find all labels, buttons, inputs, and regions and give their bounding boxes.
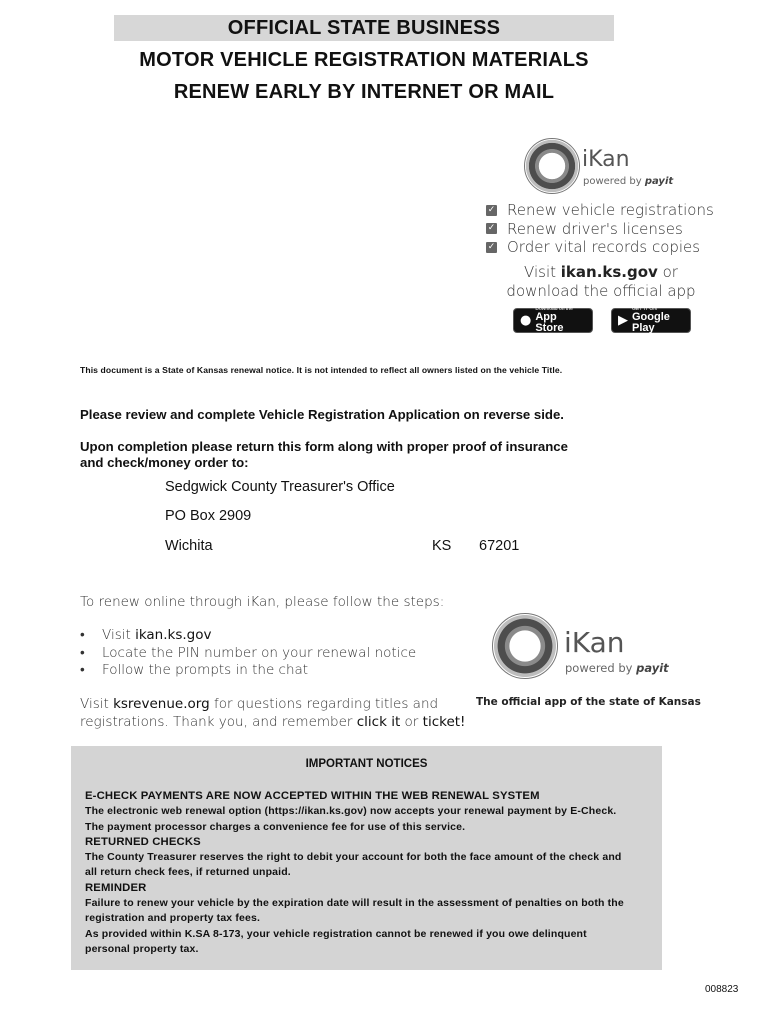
return-instruction-line-2: and check/money order to: — [80, 455, 249, 470]
ikan-logo-text: iKan — [564, 626, 625, 659]
address-office: Sedgwick County Treasurer's Office — [165, 479, 395, 495]
bullet-icon: • — [80, 627, 85, 643]
feature-label: Order vital records copies — [507, 238, 701, 257]
reminder-line-2: registration and property tax fees. — [85, 912, 261, 925]
ikan-logo-text: iKan — [582, 147, 630, 172]
review-instruction: Please review and complete Vehicle Registration Application on reverse side. — [80, 407, 564, 422]
returned-line-1: The County Treasurer reserves the right to debit your account for both the face amount of the check and — [85, 851, 622, 864]
feature-label: Renew vehicle registrations — [507, 201, 714, 220]
visit-suffix: or — [662, 263, 678, 281]
official-app-caption: The official app of the state of Kansas — [476, 696, 701, 708]
returned-checks-heading: RETURNED CHECKS — [85, 835, 201, 848]
return-instruction-line-1: Upon completion please return this form along with proper proof of insurance — [80, 439, 568, 454]
app-store-button[interactable] — [513, 308, 593, 333]
returned-line-2: all return check fees, if returned unpaid. — [85, 866, 291, 879]
echeck-heading: E-CHECK PAYMENTS ARE NOW ACCEPTED WITHIN THE WEB RENEWAL SYSTEM — [85, 790, 540, 802]
apple-icon: ● — [520, 313, 532, 328]
checkmark-icon: ✓ — [487, 223, 496, 234]
list-item — [80, 645, 416, 663]
header-line-2: MOTOR VEHICLE REGISTRATION MATERIALS — [139, 49, 589, 71]
feature-item — [486, 201, 714, 220]
list-item — [80, 662, 416, 680]
disclaimer-text: This document is a State of Kansas renewal notice. It is not intended to reflect all owners listed on the vehicle Title. — [80, 365, 563, 375]
ksrevenue-text — [80, 696, 465, 731]
visit-rest: for questions regarding titles and — [213, 696, 439, 712]
or-text: or — [404, 713, 419, 730]
online-steps — [80, 627, 416, 680]
address-state: KS — [432, 538, 452, 554]
bullet-icon: • — [80, 644, 85, 661]
payit-logo-text: payit — [636, 661, 669, 675]
reminder-line-4: personal property tax. — [85, 942, 199, 955]
feature-item — [486, 238, 714, 257]
checkmark-icon: ✓ — [487, 241, 496, 252]
feature-item — [486, 220, 714, 239]
visit-ikan-text — [490, 263, 712, 301]
feature-list — [486, 201, 714, 257]
echeck-line-2: The payment processor charges a convenience fee for use of this service. — [85, 820, 466, 833]
powered-by-label: powered by — [583, 176, 642, 187]
return-instruction — [80, 439, 568, 471]
bullet-icon: • — [80, 662, 85, 678]
powered-by-label: powered by — [565, 661, 633, 675]
address-po-box: PO Box 2909 — [165, 508, 252, 524]
list-item — [80, 627, 416, 645]
google-play-small: GET IT ON — [632, 306, 657, 312]
visit-prefix: Visit — [80, 696, 109, 712]
visit-line-2: download the official app — [506, 282, 696, 300]
kansas-seal-icon — [492, 613, 558, 679]
ikan-site-link[interactable]: ikan.ks.gov — [560, 263, 658, 281]
app-store-label: App Store — [535, 311, 564, 334]
reminder-line-3: As provided within K.SA 8-173, your vehicle registration cannot be renewed if you owe delinquent — [85, 927, 587, 940]
ksrevenue-link[interactable]: ksrevenue.org — [113, 696, 210, 712]
step-1-prefix: Visit — [102, 627, 131, 643]
reminder-line-1: Failure to renew your vehicle by the expiration date will result in the assessment of penalties on both the — [85, 897, 624, 910]
online-intro: To renew online through iKan, please follow the steps: — [80, 594, 445, 610]
reminder-heading: REMINDER — [85, 881, 147, 894]
kansas-seal-icon — [524, 138, 580, 194]
app-store-small: Download on the — [535, 306, 573, 312]
powered-by-payit — [565, 661, 669, 675]
line-2-prefix: registrations. Thank you, and remember — [80, 713, 353, 730]
step-2: Locate the PIN number on your renewal notice — [102, 644, 417, 661]
google-play-label: Google Play — [632, 311, 670, 334]
click-it-text: click it — [356, 713, 401, 730]
header-line-3: RENEW EARLY BY INTERNET OR MAIL — [173, 81, 555, 103]
google-play-button[interactable] — [611, 308, 691, 333]
notices-title: IMPORTANT NOTICES — [305, 758, 428, 770]
google-play-icon: ▶ — [618, 313, 628, 328]
address-zip: 67201 — [479, 538, 520, 554]
visit-prefix: Visit — [524, 263, 556, 281]
ikan-site-link[interactable]: ikan.ks.gov — [135, 627, 212, 643]
step-3: Follow the prompts in the chat — [102, 662, 309, 678]
feature-label: Renew driver's licenses — [507, 219, 683, 238]
payit-logo-text: payit — [644, 176, 674, 187]
checkmark-icon: ✓ — [487, 204, 496, 215]
header-line-1: OFFICIAL STATE BUSINESS — [227, 17, 501, 39]
address-city: Wichita — [165, 538, 213, 554]
powered-by-payit — [583, 176, 673, 187]
ticket-text: ticket! — [422, 713, 466, 730]
echeck-line-1: The electronic web renewal option (https://ikan.ks.gov) now accepts your renewal payment by E-Check. — [85, 805, 617, 818]
important-notices-panel — [71, 746, 662, 970]
form-number: 008823 — [705, 984, 739, 995]
